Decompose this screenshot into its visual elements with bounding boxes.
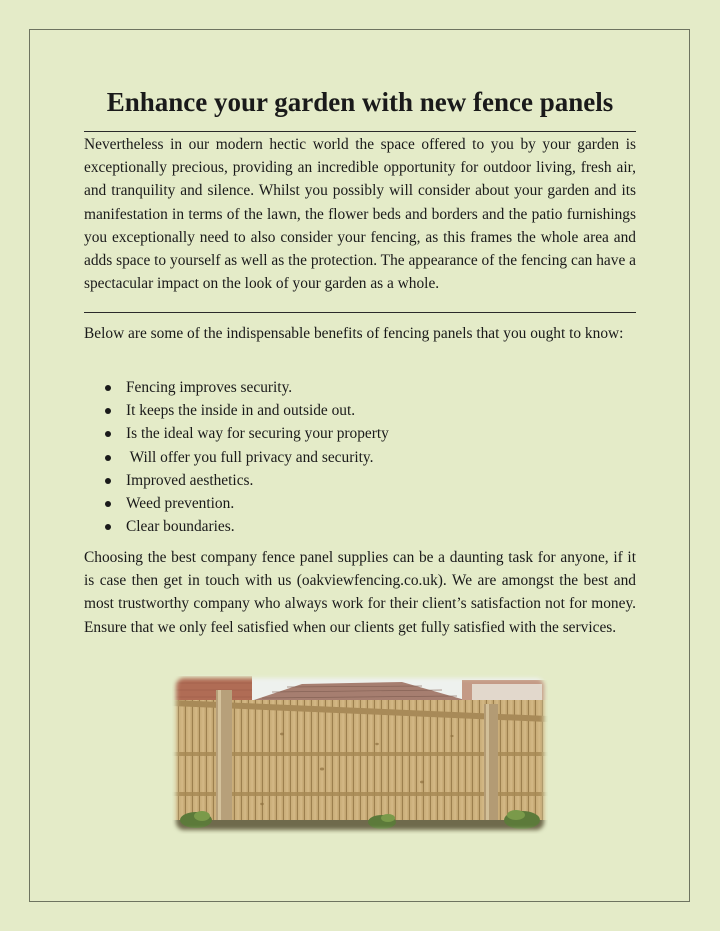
bottom-divider (84, 312, 636, 313)
list-item-text: It keeps the inside in and outside out. (126, 402, 356, 420)
benefits-list (84, 376, 636, 538)
list-item-text: Is the ideal way for securing your property (126, 425, 389, 443)
bullet-icon (105, 501, 111, 507)
list-item (84, 399, 636, 422)
bullet-icon (105, 408, 111, 414)
list-item-text: Will offer you full privacy and security. (126, 448, 374, 466)
list-item (84, 469, 636, 492)
list-item-text: Fencing improves security. (126, 379, 293, 396)
list-item-text: Clear boundaries. (126, 518, 235, 536)
list-item (84, 422, 636, 445)
bullet-icon (105, 431, 111, 437)
bullet-icon (105, 524, 111, 530)
list-item-text: Improved aesthetics. (126, 471, 254, 489)
list-item (84, 376, 636, 399)
page-title: Enhance your garden with new fence panels (106, 87, 614, 117)
benefits-intro-paragraph: Below are some of the indispensable benefits of fencing panels that you ought to know: (84, 325, 624, 342)
list-item (84, 515, 636, 538)
top-divider (84, 131, 636, 132)
list-item (84, 492, 636, 515)
bullet-icon (105, 385, 111, 391)
closing-paragraph: Choosing the best company fence panel supplies can be a daunting task for anyone, if it is case then get in touch with us (oakviewfencing.co.uk). We are amongst the best and most trustworthy company who always work for their client’s satisfaction not for money. Ensure that we only feel satisfied when our clients get fully satisfied with the services. (84, 549, 636, 636)
list-item-text: Weed prevention. (126, 495, 235, 513)
intro-paragraph: Nevertheless in our modern hectic world the space offered to you by your garden is exceptionally precious, providing an incredible opportunity for outdoor living, fresh air, and tranquility and silence. Whilst you possibly will consider about your garden and its manifestation in terms of the lawn, the flower beds and borders and the patio furnishings you exceptionally need to also consider your fencing, as this frames the whole area and adds space to yourself as well as the protection. The appearance of the fencing can have a spectacular impact on the look of your garden as a whole. (84, 136, 636, 293)
bullet-icon (105, 478, 111, 484)
fence-photo (172, 674, 548, 834)
bullet-icon (105, 455, 111, 461)
list-item (84, 446, 636, 469)
